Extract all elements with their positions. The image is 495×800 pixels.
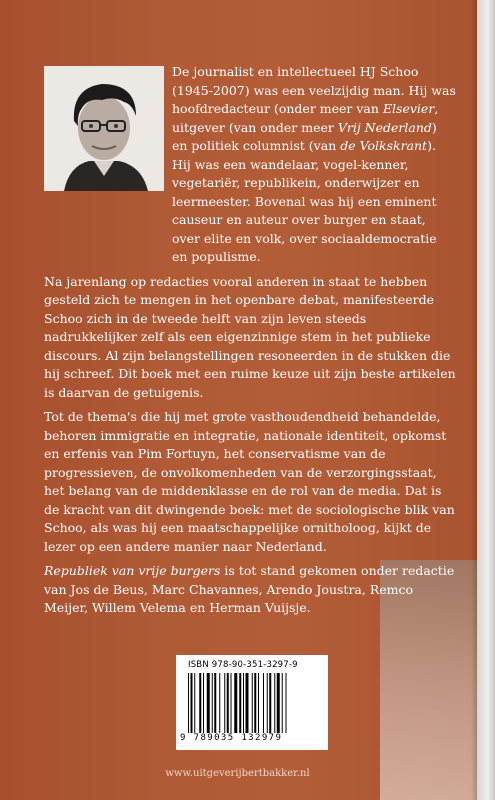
isbn-text: ISBN 978-90-351-3297-9 <box>188 660 298 670</box>
publisher-url: www.uitgeverijbertbakker.nl <box>165 768 310 779</box>
bio-line-5: ) en politiek columnist (van <box>172 119 437 153</box>
bio-intro <box>44 63 456 267</box>
book-title: Republiek van vrije burgers <box>44 563 221 578</box>
back-cover-text <box>44 63 456 624</box>
paragraph-2: Na jarenlang op redacties vooral anderen in staat te hebben gesteld zich te mengen in het openbare debat, manifesteerde Schoo zich in de tweede helft van zijn leven steeds nadrukkelijker zelf als een eigenzinnige stem in het publieke discours. Al zijn belangstellingen resoneerden in de stukken die hij schreef. Dit boek met een ruime keuze uit zijn beste artikelen is daarvan de getuigenis. <box>44 273 456 400</box>
barcode-bars <box>188 673 316 733</box>
bio-line-6: ). Hij was een wandelaar, vogel-kenner, vegetariër, republikein, onderwijzer en leermeester. Bovenal was hij een eminent causeur en auteur over burger en staat, over elite en volk, over sociaaldemocratie en populisme. <box>172 138 437 264</box>
title-elsevier: Elsevier <box>382 101 435 116</box>
bio-line-2: (1945-2007) was een veelzijdig man. <box>172 82 405 98</box>
page-edge <box>477 0 495 800</box>
bio-line-4: , uitgever (van onder meer <box>172 101 439 135</box>
title-vrij-nederland: Vrij Nederland <box>337 119 432 135</box>
barcode-digits: 9 789035 132979 <box>180 733 283 743</box>
title-volkskrant: de Volkskrant <box>340 138 428 153</box>
bio-line-1: De journalist en intellectueel HJ Schoo <box>172 64 419 79</box>
barcode-label <box>176 655 328 750</box>
paragraph-4-rest: is tot stand gekomen onder redactie van Jos de Beus, Marc Chavannes, Arendo Joustra, Remco Meijer, Willem Velema en Herman Vuijsje. <box>44 563 455 615</box>
bio-line-3: Hij was hoofdredacteur (onder meer van <box>172 82 456 116</box>
paragraph-4 <box>44 562 456 618</box>
paragraph-3: Tot de thema's die hij met grote vasthoudendheid behandelde, behoren immigratie en integratie, nationale identiteit, opkomst en erfenis van Pim Fortuyn, het conservatisme van de progressieven, de onvolkomenheden van de verzorgingsstaat, het belang van de middenklasse en de rol van de media. Dat is de kracht van dit dwingende boek: met de sociologische blik van Schoo, als was hij een maatschappelijke ornitholoog, kijkt de lezer op een andere manier naar Nederland. <box>44 409 455 554</box>
